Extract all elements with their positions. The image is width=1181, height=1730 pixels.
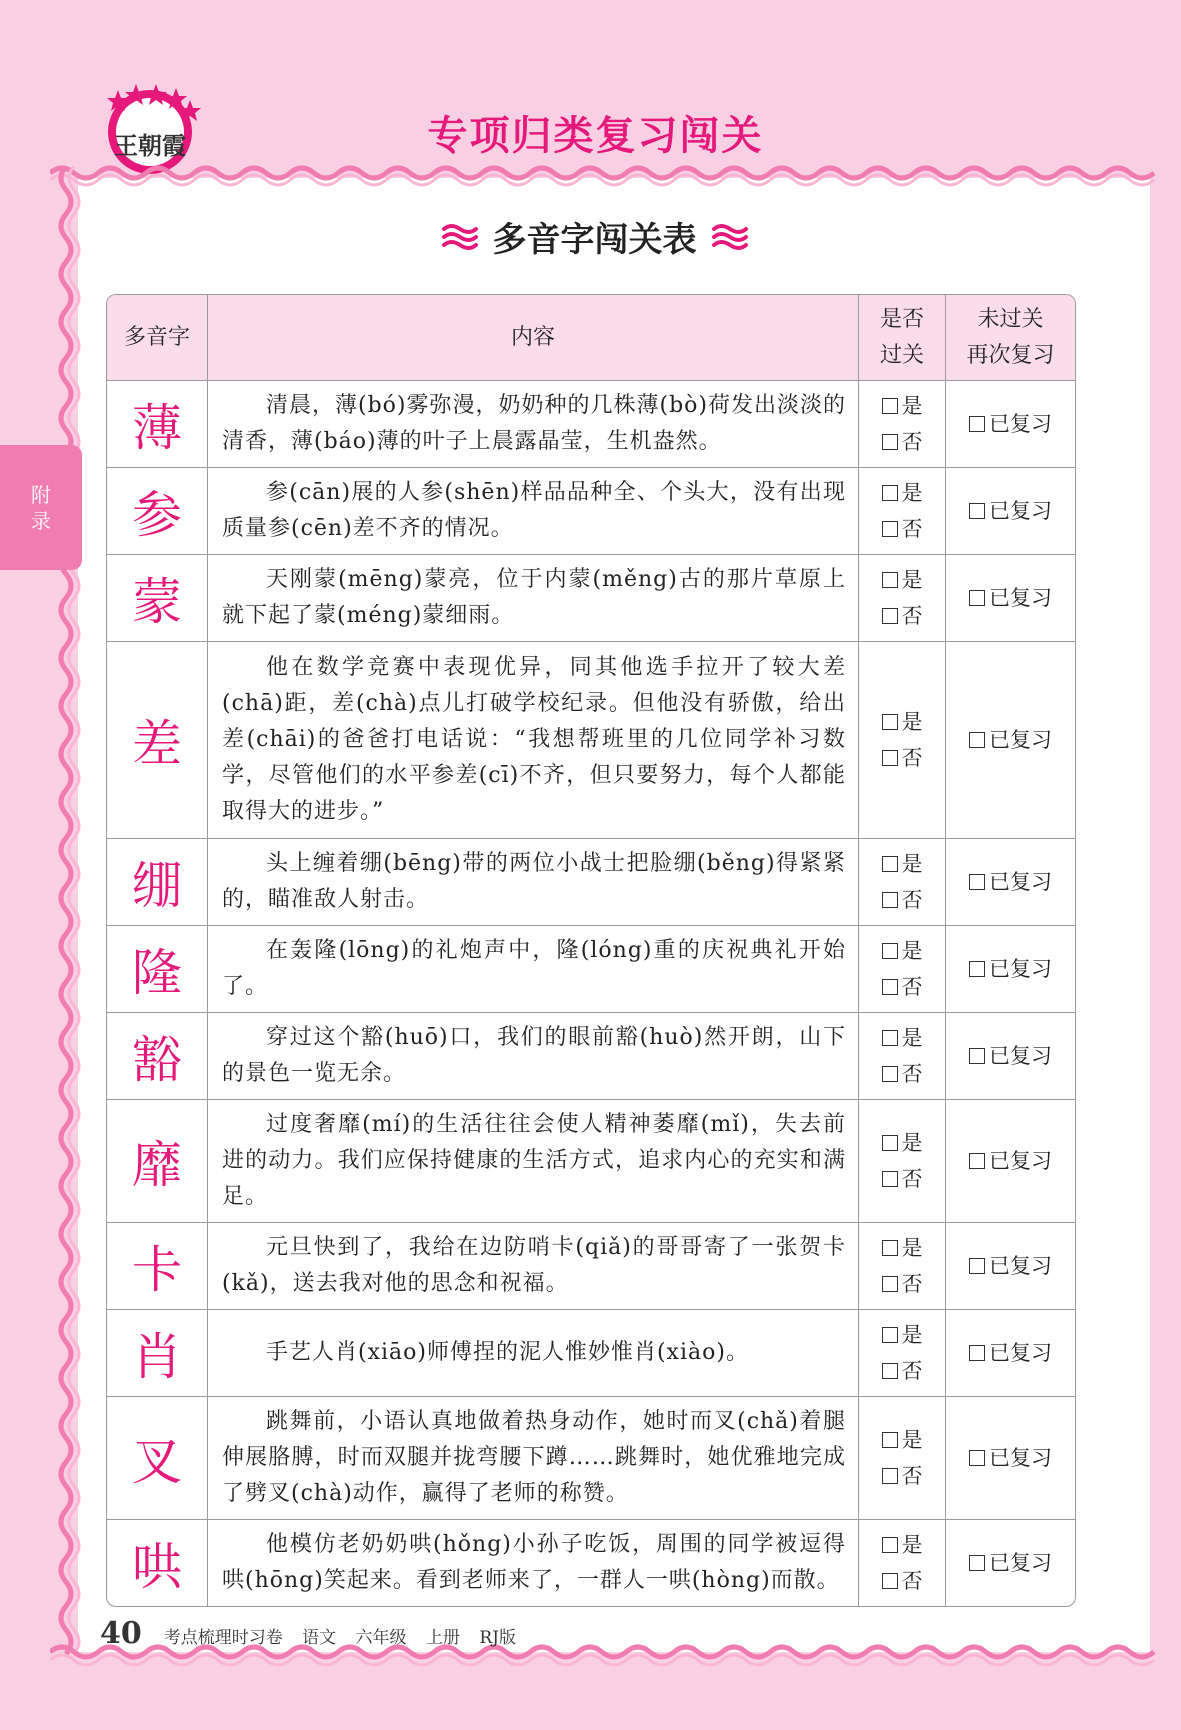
content-cell [208, 468, 859, 554]
pass-cell [859, 1100, 946, 1222]
no-label: 否 [901, 604, 923, 628]
yes-label: 是 [901, 1533, 923, 1557]
no-checkbox[interactable] [882, 598, 923, 634]
no-label: 否 [901, 1272, 923, 1296]
brand-text: 王朝霞 [114, 131, 186, 160]
checkbox-square-icon [969, 1258, 985, 1274]
polyphone-char: 哄 [132, 1538, 182, 1596]
checkbox-square-icon [882, 1171, 898, 1187]
sentence-text: 清晨，薄(bó)雾弥漫，奶奶种的几株薄(bò)荷发出淡淡的清香，薄(báo)薄的叶子上晨露晶莹，生机盎然。 [222, 393, 846, 454]
checkbox-square-icon [969, 1153, 985, 1169]
content-cell [208, 1310, 859, 1396]
pass-cell [859, 642, 946, 838]
polyphone-char: 薄 [132, 399, 182, 457]
page-footer [100, 1616, 516, 1651]
checkbox-square-icon [882, 1030, 898, 1046]
checkbox-square-icon [882, 892, 898, 908]
yes-label: 是 [901, 394, 923, 418]
table-row [107, 1309, 1075, 1396]
yes-label: 是 [901, 481, 923, 505]
no-label: 否 [901, 1464, 923, 1488]
header-pass [859, 295, 946, 380]
polyphone-char: 肖 [132, 1328, 182, 1386]
checkbox-square-icon [882, 943, 898, 959]
review-cell [946, 926, 1075, 1012]
reviewed-label: 已复习 [989, 412, 1052, 436]
wave-border-left [50, 166, 82, 1666]
reviewed-checkbox[interactable] [969, 864, 1052, 900]
content-cell [208, 555, 859, 641]
yes-checkbox[interactable] [882, 704, 923, 740]
reviewed-checkbox[interactable] [969, 1248, 1052, 1284]
polyphone-char: 蒙 [132, 573, 182, 631]
reviewed-checkbox[interactable] [969, 1545, 1052, 1581]
side-tab-char: 附 [31, 482, 51, 507]
sentence-text: 元旦快到了，我给在边防哨卡(qiǎ)的哥哥寄了一张贺卡(kǎ)，送去我对他的思念和祝福。 [222, 1235, 846, 1296]
polyphone-char-cell [107, 1310, 208, 1396]
reviewed-checkbox[interactable] [969, 580, 1052, 616]
page-number: 40 [100, 1616, 142, 1651]
review-cell [946, 381, 1075, 467]
pass-cell [859, 555, 946, 641]
header-review-line: 未过关 [977, 306, 1044, 332]
reviewed-label: 已复习 [989, 728, 1052, 752]
footer-text: 考点梳理时习卷 语文 六年级 上册 RJ版 [163, 1628, 516, 1648]
wave-border-top [50, 158, 1160, 188]
reviewed-checkbox[interactable] [969, 722, 1052, 758]
checkbox-square-icon [882, 1327, 898, 1343]
checkbox-square-icon [882, 979, 898, 995]
pass-cell [859, 1520, 946, 1606]
checkbox-square-icon [882, 608, 898, 624]
no-checkbox[interactable] [882, 1161, 923, 1197]
reviewed-label: 已复习 [989, 1254, 1052, 1278]
yes-checkbox[interactable] [882, 388, 923, 424]
no-checkbox[interactable] [882, 882, 923, 918]
checkbox-square-icon [882, 1432, 898, 1448]
no-label: 否 [901, 1569, 923, 1593]
no-label: 否 [901, 517, 923, 541]
content-cell [208, 1100, 859, 1222]
yes-label: 是 [901, 568, 923, 592]
yes-label: 是 [901, 710, 923, 734]
wave-lines-icon [441, 222, 479, 252]
reviewed-checkbox[interactable] [969, 1143, 1052, 1179]
checkbox-square-icon [882, 398, 898, 414]
content-cell [208, 1013, 859, 1099]
polyphone-char-cell [107, 555, 208, 641]
checkbox-square-icon [969, 1555, 985, 1571]
sentence-text: 天刚蒙(mēng)蒙亮，位于内蒙(měng)古的那片草原上就下起了蒙(méng)蒙细雨。 [222, 567, 846, 628]
reviewed-label: 已复习 [989, 957, 1052, 981]
no-label: 否 [901, 888, 923, 912]
review-cell [946, 1397, 1075, 1519]
sentence-text: 手艺人肖(xiāo)师傅捏的泥人惟妙惟肖(xiào)。 [266, 1340, 749, 1365]
yes-checkbox[interactable] [882, 1527, 923, 1563]
checkbox-square-icon [969, 961, 985, 977]
sentence-text: 穿过这个豁(huō)口，我们的眼前豁(huò)然开朗，山下的景色一览无余。 [222, 1025, 846, 1086]
pass-cell [859, 468, 946, 554]
sentence-text: 跳舞前，小语认真地做着热身动作，她时而叉(chǎ)着腿伸展胳膊，时而双腿并拢弯腰下蹲……跳舞时，她优雅地完成了劈叉(chà)动作，赢得了老师的称赞。 [222, 1409, 846, 1506]
no-label: 否 [901, 746, 923, 770]
polyphone-char-cell [107, 926, 208, 1012]
table-row [107, 1396, 1075, 1519]
review-cell [946, 1520, 1075, 1606]
no-checkbox[interactable] [882, 1056, 923, 1092]
review-cell [946, 642, 1075, 838]
page-title: 专项归类复习闯关 [427, 113, 764, 159]
yes-label: 是 [901, 852, 923, 876]
checkbox-square-icon [882, 521, 898, 537]
header-char: 多音字 [107, 295, 208, 380]
table-row [107, 641, 1075, 838]
polyphone-char-cell [107, 1520, 208, 1606]
yes-checkbox[interactable] [882, 562, 923, 598]
table-row [107, 467, 1075, 554]
yes-label: 是 [901, 1323, 923, 1347]
reviewed-checkbox[interactable] [969, 493, 1052, 529]
table-row [107, 1222, 1075, 1309]
pass-cell [859, 1397, 946, 1519]
review-cell [946, 1310, 1075, 1396]
review-cell [946, 1223, 1075, 1309]
sentence-text: 他模仿老奶奶哄(hǒng)小孙子吃饭，周围的同学被逗得哄(hōng)笑起来。看到老师来了，一群人一哄(hòng)而散。 [222, 1532, 846, 1593]
polyphone-char-cell [107, 1013, 208, 1099]
reviewed-checkbox[interactable] [969, 1038, 1052, 1074]
checkbox-square-icon [882, 1135, 898, 1151]
side-tab-char: 录 [31, 508, 51, 533]
no-label: 否 [901, 1167, 923, 1191]
pass-cell [859, 1223, 946, 1309]
pass-cell [859, 1310, 946, 1396]
no-checkbox[interactable] [882, 1458, 923, 1494]
reviewed-label: 已复习 [989, 1446, 1052, 1470]
header-pass-line: 是否 [879, 306, 924, 332]
yes-label: 是 [901, 1131, 923, 1155]
polyphone-char-cell [107, 381, 208, 467]
header-pass-line: 过关 [879, 342, 924, 368]
reviewed-label: 已复习 [989, 1149, 1052, 1173]
yes-checkbox[interactable] [882, 1230, 923, 1266]
no-label: 否 [901, 1359, 923, 1383]
table-row [107, 925, 1075, 1012]
no-checkbox[interactable] [882, 511, 923, 547]
checkbox-square-icon [882, 572, 898, 588]
reviewed-label: 已复习 [989, 1341, 1052, 1365]
no-checkbox[interactable] [882, 1266, 923, 1302]
no-checkbox[interactable] [882, 424, 923, 460]
section-header [0, 212, 1181, 261]
reviewed-checkbox[interactable] [969, 406, 1052, 442]
checkbox-square-icon [969, 1345, 985, 1361]
header-review-line: 再次复习 [966, 342, 1055, 368]
sentence-text: 在轰隆(lōng)的礼炮声中，隆(lóng)重的庆祝典礼开始了。 [222, 938, 846, 999]
yes-label: 是 [901, 1026, 923, 1050]
checkbox-square-icon [882, 856, 898, 872]
polyphone-char-cell [107, 1100, 208, 1222]
polyphone-char-cell [107, 1397, 208, 1519]
checkbox-square-icon [882, 485, 898, 501]
review-cell [946, 839, 1075, 925]
polyphone-char: 靡 [132, 1136, 182, 1194]
reviewed-label: 已复习 [989, 1044, 1052, 1068]
wave-lines-icon [711, 222, 749, 252]
yes-checkbox[interactable] [882, 846, 923, 882]
yes-checkbox[interactable] [882, 1317, 923, 1353]
checkbox-square-icon [969, 732, 985, 748]
checkbox-square-icon [882, 750, 898, 766]
sentence-text: 他在数学竞赛中表现优异，同其他选手拉开了较大差(chā)距，差(chà)点儿打破学校纪录。但他没有骄傲，给出差(chāi)的爸爸打电话说：“我想帮班里的几位同学补习数学，尽管他们的水平参差(cī)不齐，但只要努力，每个人都能取得大的进步。” [222, 655, 846, 824]
content-cell [208, 1223, 859, 1309]
pass-cell [859, 381, 946, 467]
yes-checkbox[interactable] [882, 933, 923, 969]
reviewed-label: 已复习 [989, 586, 1052, 610]
table-row [107, 554, 1075, 641]
pass-cell [859, 1013, 946, 1099]
no-label: 否 [901, 1062, 923, 1086]
yes-checkbox[interactable] [882, 475, 923, 511]
sentence-text: 头上缠着绷(bēng)带的两位小战士把脸绷(běng)得紧紧的，瞄准敌人射击。 [222, 851, 846, 912]
reviewed-checkbox[interactable] [969, 951, 1052, 987]
checkbox-square-icon [882, 1468, 898, 1484]
content-cell [208, 1397, 859, 1519]
yes-checkbox[interactable] [882, 1125, 923, 1161]
polyphone-char: 差 [132, 715, 182, 773]
checkbox-square-icon [969, 416, 985, 432]
pass-cell [859, 926, 946, 1012]
checkbox-square-icon [969, 590, 985, 606]
table-row [107, 380, 1075, 467]
reviewed-checkbox[interactable] [969, 1335, 1052, 1371]
polyphone-char: 参 [132, 486, 182, 544]
polyphone-char: 叉 [132, 1433, 182, 1491]
content-cell [208, 381, 859, 467]
header-content: 内容 [208, 295, 859, 380]
table-row [107, 1099, 1075, 1222]
pass-cell [859, 839, 946, 925]
sentence-text: 参(cān)展的人参(shēn)样品品种全、个头大，没有出现质量参(cēn)差不齐的情况。 [222, 480, 846, 541]
review-cell [946, 1013, 1075, 1099]
checkbox-square-icon [969, 1450, 985, 1466]
reviewed-label: 已复习 [989, 499, 1052, 523]
table-header-row [107, 295, 1075, 380]
yes-checkbox[interactable] [882, 1020, 923, 1056]
checkbox-square-icon [882, 1363, 898, 1379]
checkbox-square-icon [882, 1066, 898, 1082]
polyphone-char: 绷 [132, 857, 182, 915]
checkbox-square-icon [969, 874, 985, 890]
yes-label: 是 [901, 1236, 923, 1260]
polyphone-char: 豁 [132, 1031, 182, 1089]
polyphone-char-cell [107, 839, 208, 925]
checkbox-square-icon [882, 1537, 898, 1553]
checkbox-square-icon [882, 1573, 898, 1589]
checkbox-square-icon [969, 1048, 985, 1064]
review-cell [946, 555, 1075, 641]
checkbox-square-icon [882, 1240, 898, 1256]
no-label: 否 [901, 430, 923, 454]
header-review [946, 295, 1075, 380]
reviewed-checkbox[interactable] [969, 1440, 1052, 1476]
checkbox-square-icon [882, 434, 898, 450]
yes-checkbox[interactable] [882, 1422, 923, 1458]
table-row [107, 1519, 1075, 1606]
polyphone-char-cell [107, 642, 208, 838]
table-row [107, 1012, 1075, 1099]
polyphone-table [106, 294, 1076, 1607]
review-cell [946, 468, 1075, 554]
checkbox-square-icon [882, 714, 898, 730]
content-cell [208, 926, 859, 1012]
section-title: 多音字闯关表 [492, 220, 697, 260]
yes-label: 是 [901, 939, 923, 963]
checkbox-square-icon [882, 1276, 898, 1292]
no-checkbox[interactable] [882, 740, 923, 776]
polyphone-char: 卡 [132, 1241, 182, 1299]
reviewed-label: 已复习 [989, 870, 1052, 894]
content-cell [208, 642, 859, 838]
no-checkbox[interactable] [882, 969, 923, 1005]
content-cell [208, 1520, 859, 1606]
review-cell [946, 1100, 1075, 1222]
polyphone-char-cell [107, 1223, 208, 1309]
checkbox-square-icon [969, 503, 985, 519]
no-checkbox[interactable] [882, 1563, 923, 1599]
no-checkbox[interactable] [882, 1353, 923, 1389]
table-row [107, 838, 1075, 925]
sentence-text: 过度奢靡(mí)的生活往往会使人精神萎靡(mǐ)，失去前进的动力。我们应保持健康的生活方式，追求内心的充实和满足。 [222, 1112, 846, 1209]
polyphone-char: 隆 [132, 944, 182, 1002]
polyphone-char-cell [107, 468, 208, 554]
no-label: 否 [901, 975, 923, 999]
appendix-side-tab [0, 445, 82, 570]
yes-label: 是 [901, 1428, 923, 1452]
content-cell [208, 839, 859, 925]
reviewed-label: 已复习 [989, 1551, 1052, 1575]
